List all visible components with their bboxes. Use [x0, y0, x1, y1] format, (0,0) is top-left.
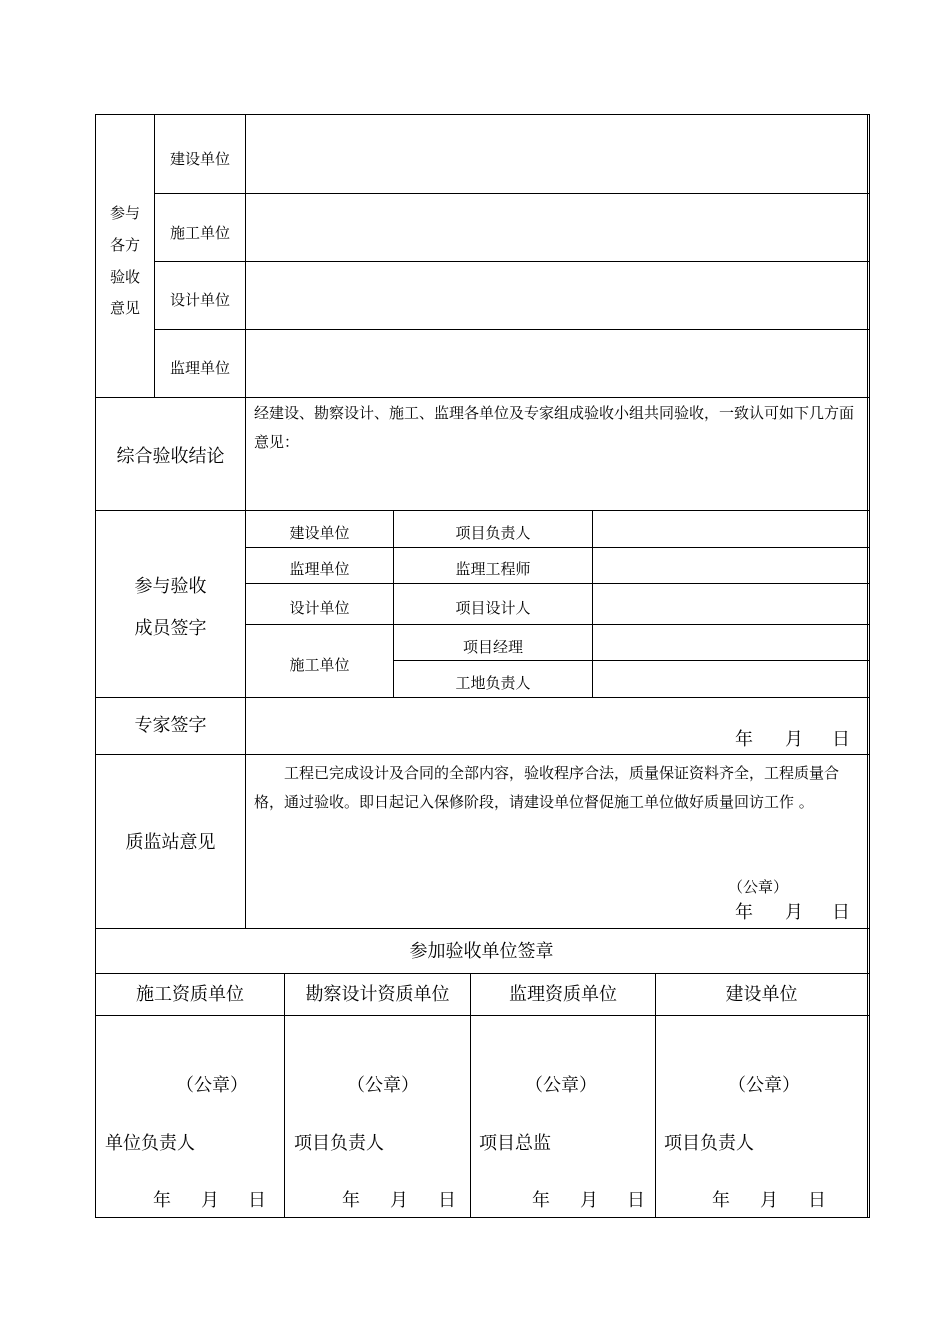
section-divider [95, 754, 870, 755]
signatures-label-line: 参与验收 [134, 576, 207, 597]
stamp-seal: （公章） [728, 1075, 800, 1096]
section-divider [95, 928, 870, 929]
row-divider [154, 329, 870, 330]
stamp-date-day: 日 [627, 1190, 645, 1211]
stamp-date-day: 日 [438, 1190, 456, 1211]
conclusion-text: 经建设、勘察设计、施工、监理各单位及专家组成验收小组共同验收，一致认可如下几方面意见： [254, 404, 855, 451]
opinion-unit-label: 监理单位 [169, 359, 230, 377]
stamp-column-header: 施工资质单位 [136, 984, 244, 1005]
row-divider [245, 547, 870, 548]
col-divider [470, 973, 471, 1218]
stamp-person: 项目负责人 [294, 1133, 384, 1154]
stamp-date-year: 年 [342, 1190, 360, 1211]
expert-date-month: 月 [785, 729, 803, 750]
stamp-date-month: 月 [201, 1190, 219, 1211]
stamp-date-month: 月 [760, 1190, 778, 1211]
station-date-day: 日 [832, 902, 850, 923]
section-divider [95, 1015, 870, 1016]
conclusion-label: 综合验收结论 [116, 446, 225, 467]
stamps-title: 参加验收单位签章 [409, 941, 554, 962]
stamp-date-year: 年 [532, 1190, 550, 1211]
col-divider [245, 114, 246, 929]
stamp-seal: （公章） [176, 1075, 248, 1096]
signature-unit: 施工单位 [289, 656, 350, 674]
opinion-unit-label: 施工单位 [169, 224, 230, 242]
stamp-date-month: 月 [390, 1190, 408, 1211]
opinions-group-label-line: 各方 [109, 236, 140, 254]
stamp-date-day: 日 [248, 1190, 266, 1211]
section-divider [95, 697, 870, 698]
signature-role: 项目设计人 [455, 599, 531, 617]
opinions-group-label-line: 参与 [109, 204, 140, 222]
signature-unit: 建设单位 [289, 524, 350, 542]
signature-unit: 设计单位 [289, 599, 350, 617]
row-divider [393, 660, 870, 661]
stamp-column-header: 建设单位 [725, 984, 798, 1005]
stamp-person: 项目负责人 [664, 1133, 754, 1154]
section-divider [95, 510, 870, 511]
stamp-column-header: 勘察设计资质单位 [305, 984, 450, 1005]
col-divider [592, 510, 593, 698]
signature-role: 项目负责人 [455, 524, 531, 542]
section-divider [95, 397, 870, 398]
expert-date-day: 日 [832, 729, 850, 750]
station-date-month: 月 [785, 902, 803, 923]
row-divider [245, 583, 870, 584]
section-divider [95, 973, 870, 974]
signatures-label-line: 成员签字 [134, 618, 207, 639]
form-border-bottom [95, 1217, 870, 1218]
expert-label: 专家签字 [134, 715, 207, 736]
stamp-column-header: 监理资质单位 [509, 984, 617, 1005]
row-divider [245, 624, 870, 625]
opinions-group-label-line: 验收 [109, 268, 140, 286]
form-border-right [867, 114, 868, 1218]
col-divider [284, 973, 285, 1218]
stamp-date-day: 日 [808, 1190, 826, 1211]
station-opinion-text: 工程已完成设计及合同的全部内容，验收程序合法，质量保证资料齐全，工程质量合格，通过验收。即日起记入保修阶段，请建设单位督促施工单位做好质量回访工作 。 [254, 764, 840, 811]
station-date-year: 年 [735, 902, 753, 923]
signature-role: 项目经理 [462, 638, 523, 656]
station-seal: （公章） [728, 878, 789, 896]
stamp-date-year: 年 [153, 1190, 171, 1211]
stamp-seal: （公章） [525, 1075, 597, 1096]
opinions-group-label-line: 意见 [109, 299, 140, 317]
stamp-date-year: 年 [712, 1190, 730, 1211]
stamp-seal: （公章） [347, 1075, 419, 1096]
form-border-top [95, 114, 870, 115]
form-border-right-double [869, 114, 870, 1218]
row-divider [154, 261, 870, 262]
stamp-person: 项目总监 [479, 1133, 551, 1154]
row-divider [154, 193, 870, 194]
opinion-unit-label: 设计单位 [169, 291, 230, 309]
signature-unit: 监理单位 [289, 560, 350, 578]
expert-date-year: 年 [735, 729, 753, 750]
stamp-person: 单位负责人 [105, 1133, 195, 1154]
col-divider [655, 973, 656, 1218]
stamp-date-month: 月 [580, 1190, 598, 1211]
signature-role: 工地负责人 [455, 674, 531, 692]
station-label: 质监站意见 [125, 832, 216, 853]
signature-role: 监理工程师 [455, 560, 531, 578]
opinion-unit-label: 建设单位 [169, 150, 230, 168]
